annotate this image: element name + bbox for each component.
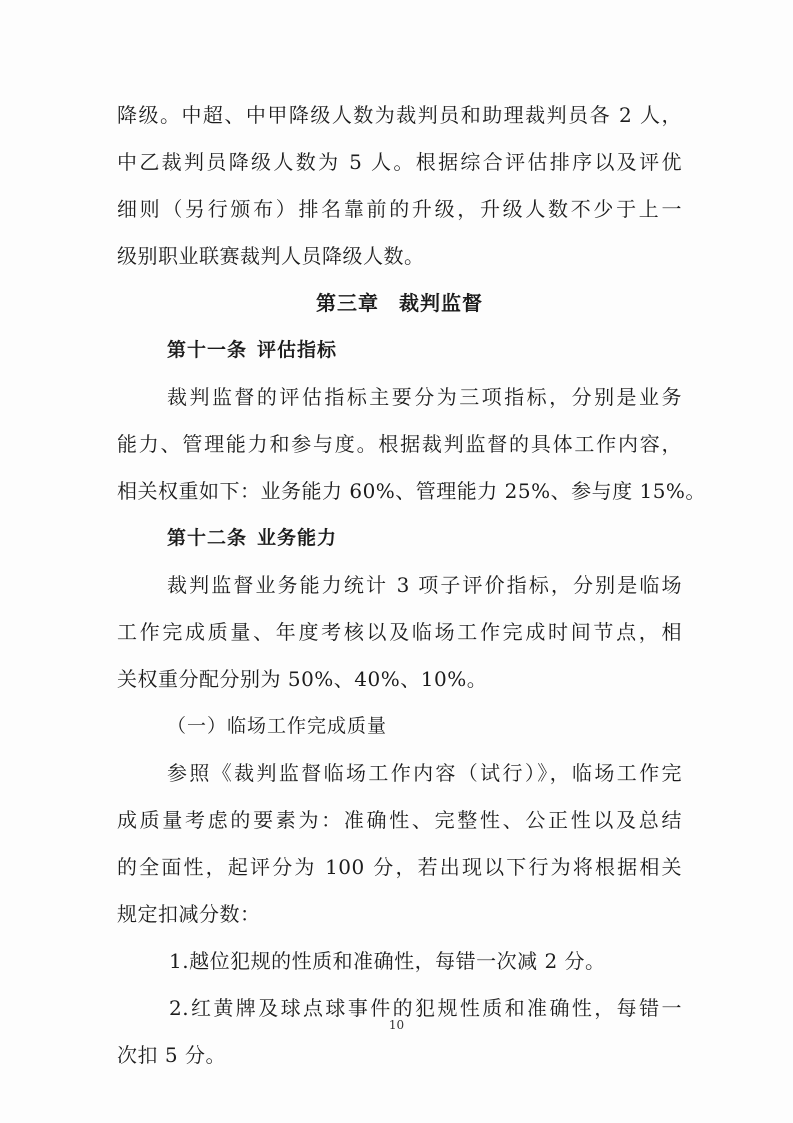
article-number: 第十二条 <box>167 527 248 549</box>
chapter-title: 裁判监督 <box>399 291 483 315</box>
text-line: 规定扣减分数： <box>117 902 261 926</box>
list-item: 1.越位犯规的性质和准确性，每错一次减 2 分。 <box>169 949 606 973</box>
page-content <box>117 92 706 1079</box>
article-number: 第十一条 <box>167 339 248 361</box>
text-line: 成质量考虑的要素为：准确性、完整性、公正性以及总结 <box>117 808 682 832</box>
article-heading <box>117 327 682 374</box>
text-line: 裁判监督业务能力统计 3 项子评价指标，分别是临场 <box>167 573 682 597</box>
article-title: 评估指标 <box>257 339 338 361</box>
text-line: 相关权重如下：业务能力 60%、管理能力 25%、参与度 15%。 <box>117 479 706 503</box>
chapter-heading <box>117 280 682 327</box>
text-line: 能力、管理能力和参与度。根据裁判监督的具体工作内容， <box>117 432 682 456</box>
text-line: 关权重分配分别为 50%、40%、10%。 <box>117 667 488 691</box>
text-line: 级别职业联赛裁判人员降级人数。 <box>117 244 425 268</box>
text-line: 的全面性，起评分为 100 分，若出现以下行为将根据相关 <box>117 855 682 879</box>
text-line: 裁判监督的评估指标主要分为三项指标，分别是业务 <box>167 385 682 409</box>
article-heading <box>117 515 682 562</box>
text-line: 中乙裁判员降级人数为 5 人。根据综合评估排序以及评优 <box>117 150 682 174</box>
page-number: 10 <box>388 1018 405 1032</box>
chapter-number: 第三章 <box>316 291 379 315</box>
section-subheading: （一）临场工作完成质量 <box>167 715 388 737</box>
text-line: 工作完成质量、年度考核以及临场工作完成时间节点，相 <box>117 620 682 644</box>
article-title: 业务能力 <box>257 527 338 549</box>
list-item: 2.红黄牌及球点球事件的犯规性质和准确性，每错一 <box>169 996 682 1020</box>
text-line: 次扣 5 分。 <box>117 1043 226 1067</box>
text-line: 参照《裁判监督临场工作内容（试行）》，临场工作完 <box>167 761 682 785</box>
text-line: 细则（另行颁布）排名靠前的升级，升级人数不少于上一 <box>117 197 682 221</box>
text-line: 降级。中超、中甲降级人数为裁判员和助理裁判员各 2 人， <box>117 103 682 127</box>
